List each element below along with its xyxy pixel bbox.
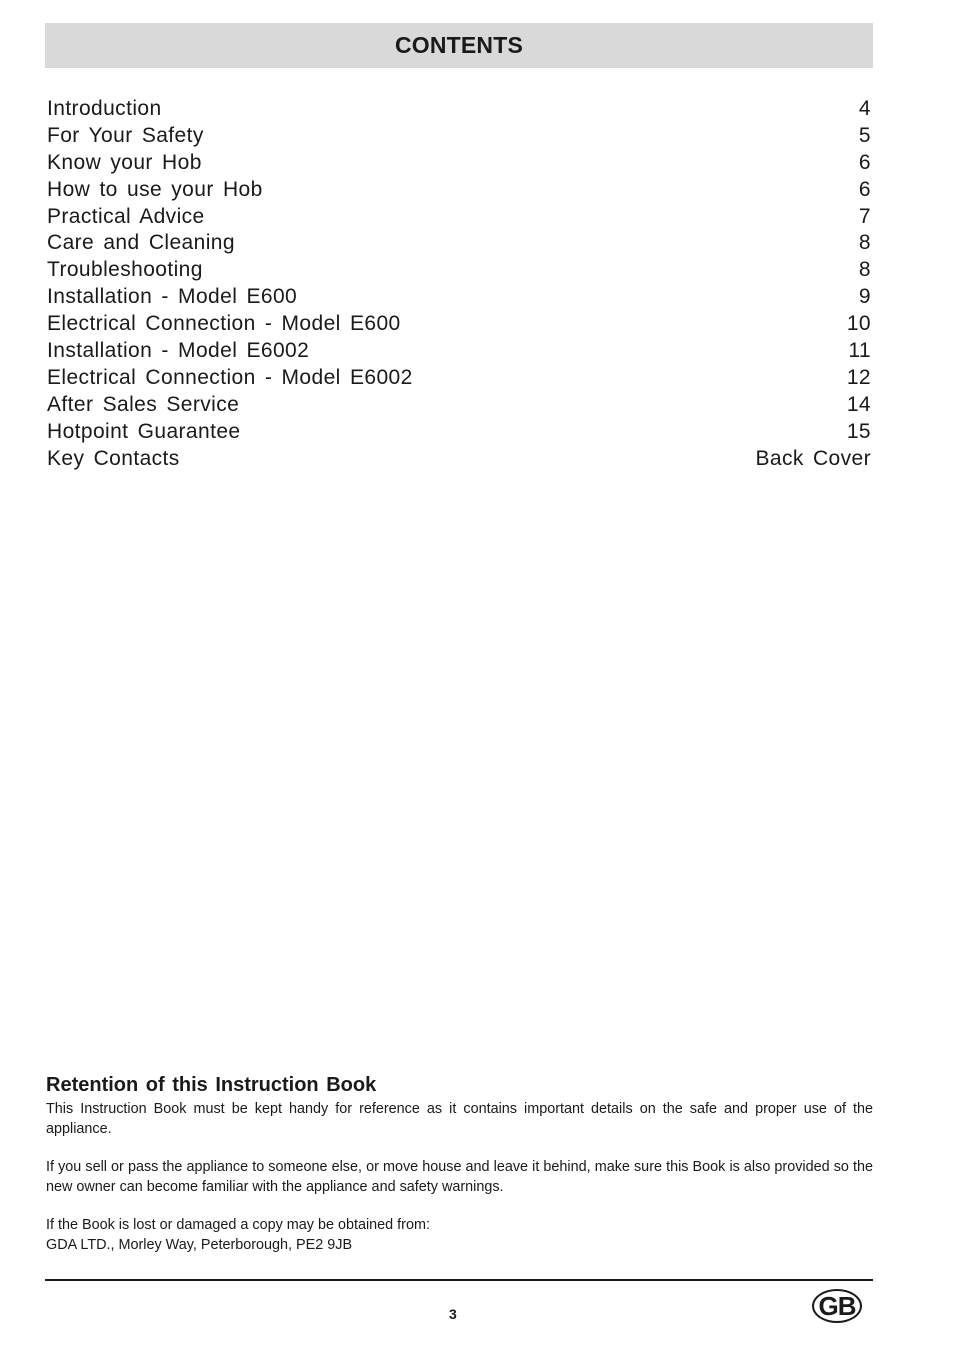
retention-address: GDA LTD., Morley Way, Peterborough, PE2 9JB bbox=[46, 1236, 353, 1253]
toc-entry-page: 7 bbox=[858, 204, 871, 228]
page-number: 3 bbox=[449, 1306, 457, 1322]
retention-section bbox=[46, 1074, 873, 1274]
toc-entry-page: 5 bbox=[858, 123, 871, 147]
toc-entry[interactable] bbox=[47, 446, 871, 473]
toc-entry[interactable] bbox=[47, 257, 871, 284]
toc-entry[interactable] bbox=[47, 284, 871, 311]
toc-entry-label: Electrical Connection - Model E600 bbox=[47, 312, 401, 336]
toc-entry[interactable] bbox=[47, 419, 871, 446]
toc-entry[interactable] bbox=[47, 311, 871, 338]
toc-entry-page: 12 bbox=[846, 365, 871, 389]
country-badge: GB bbox=[812, 1289, 862, 1323]
toc-entry-page: 9 bbox=[858, 285, 871, 309]
toc-entry-page: 8 bbox=[858, 258, 871, 282]
toc-entry-page: 6 bbox=[858, 177, 871, 201]
toc-entry-page: 11 bbox=[848, 339, 871, 363]
toc-entry[interactable] bbox=[47, 365, 871, 392]
toc-entry[interactable] bbox=[47, 204, 871, 231]
toc-entry-label: Electrical Connection - Model E6002 bbox=[47, 365, 413, 389]
retention-paragraph bbox=[46, 1216, 873, 1255]
toc-entry[interactable] bbox=[47, 177, 871, 204]
toc-entry-page: 10 bbox=[846, 312, 871, 336]
toc-entry[interactable] bbox=[47, 150, 871, 177]
retention-paragraph: If you sell or pass the appliance to someone else, or move house and leave it behind, make sure this Book is also provided so the new owner can become familiar with the appliance and safety warnings. bbox=[46, 1159, 873, 1195]
toc-entry-label: Know your Hob bbox=[47, 150, 202, 174]
toc-entry-label: Hotpoint Guarantee bbox=[47, 419, 241, 443]
toc-entry[interactable] bbox=[47, 96, 871, 123]
toc-entry[interactable] bbox=[47, 338, 871, 365]
toc-entry-page: 6 bbox=[858, 150, 871, 174]
toc-entry-label: For Your Safety bbox=[47, 123, 204, 147]
toc-entry[interactable] bbox=[47, 123, 871, 150]
retention-copy-note: If the Book is lost or damaged a copy may be obtained from: bbox=[46, 1217, 430, 1233]
contents-title-bar bbox=[45, 23, 873, 68]
toc-entry-label: Key Contacts bbox=[47, 446, 180, 470]
toc-entry-page: Back Cover bbox=[755, 446, 871, 470]
page-title: CONTENTS bbox=[394, 32, 524, 58]
retention-heading: Retention of this Instruction Book bbox=[46, 1074, 377, 1096]
toc-entry-label: After Sales Service bbox=[47, 392, 240, 416]
toc-entry-label: Troubleshooting bbox=[47, 258, 203, 282]
toc-entry-label: Practical Advice bbox=[47, 204, 205, 228]
toc-entry-page: 4 bbox=[858, 97, 871, 120]
toc-entry-page: 15 bbox=[846, 419, 871, 443]
toc-entry-label: Introduction bbox=[47, 97, 162, 120]
toc-entry-label: Installation - Model E600 bbox=[47, 285, 298, 309]
table-of-contents bbox=[47, 96, 871, 472]
toc-entry[interactable] bbox=[47, 230, 871, 257]
retention-paragraph: This Instruction Book must be kept handy for reference as it contains important details on the safe and proper use of the appliance. bbox=[46, 1101, 873, 1137]
toc-entry-page: 8 bbox=[858, 231, 871, 255]
toc-entry[interactable] bbox=[47, 392, 871, 419]
footer-divider bbox=[45, 1279, 873, 1281]
toc-entry-label: Care and Cleaning bbox=[47, 231, 235, 255]
toc-entry-label: Installation - Model E6002 bbox=[47, 339, 310, 363]
toc-entry-label: How to use your Hob bbox=[47, 177, 263, 201]
toc-entry-page: 14 bbox=[846, 392, 871, 416]
